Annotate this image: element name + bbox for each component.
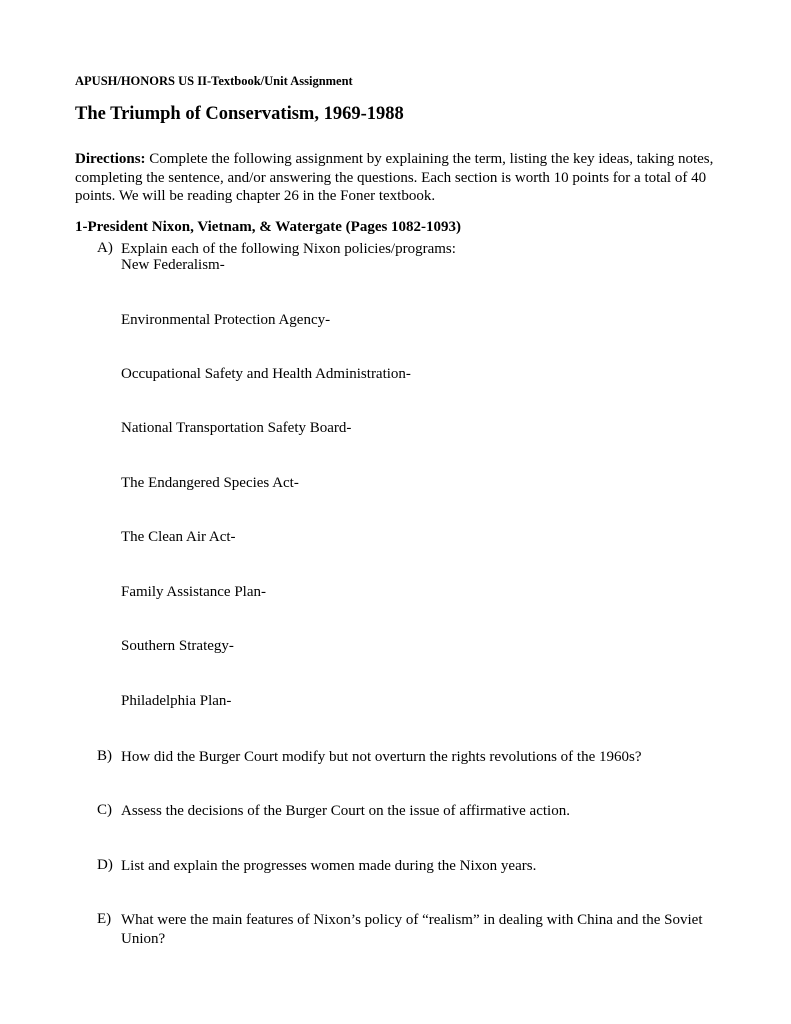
question-d-text: List and explain the progresses women made during the Nixon years.	[121, 858, 537, 874]
question-e-text: What were the main features of Nixon’s policy of “realism” in dealing with China and the Soviet Union?	[121, 912, 703, 947]
question-c-text: Assess the decisions of the Burger Court on the issue of affirmative action.	[121, 803, 570, 819]
page-title: The Triumph of Conservatism, 1969-1988	[75, 104, 404, 124]
term-endangered-species-act: The Endangered Species Act-	[121, 475, 299, 491]
question-e-letter: E)	[97, 911, 112, 927]
directions-paragraph	[75, 150, 725, 206]
term-philadelphia-plan: Philadelphia Plan-	[121, 693, 232, 709]
directions-label: Directions:	[75, 151, 146, 167]
term-ntsb: National Transportation Safety Board-	[121, 420, 352, 436]
term-new-federalism: New Federalism-	[121, 257, 225, 273]
term-family-assistance-plan: Family Assistance Plan-	[121, 584, 266, 600]
question-a-text: Explain each of the following Nixon policies/programs:	[121, 241, 456, 257]
question-b-letter: B)	[97, 748, 112, 764]
term-clean-air-act: The Clean Air Act-	[121, 529, 236, 545]
term-southern-strategy: Southern Strategy-	[121, 638, 234, 654]
term-epa: Environmental Protection Agency-	[121, 312, 331, 328]
question-a-letter: A)	[97, 240, 113, 256]
course-header: APUSH/HONORS US II-Textbook/Unit Assignment	[75, 74, 353, 88]
directions-text: Complete the following assignment by explaining the term, listing the key ideas, taking notes, completing the sentence, and/or answering the questions. Each section is worth 10 points for a total of 40 points. We will be reading chapter 26 in the Foner textbook.	[75, 151, 714, 204]
question-c-letter: C)	[97, 802, 112, 818]
term-osha: Occupational Safety and Health Administration-	[121, 366, 411, 382]
section-1-heading: 1-President Nixon, Vietnam, & Watergate (Pages 1082-1093)	[75, 219, 462, 235]
question-d-letter: D)	[97, 857, 113, 873]
question-b-text: How did the Burger Court modify but not overturn the rights revolutions of the 1960s?	[121, 749, 642, 765]
